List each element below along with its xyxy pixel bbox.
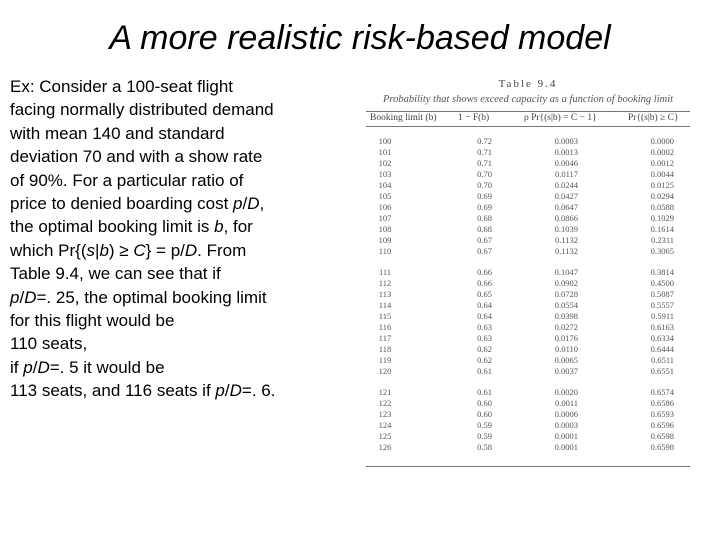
table-cell: 108	[378, 224, 392, 234]
table-cell: 0.0012	[650, 158, 674, 168]
table-cell: 0.0294	[650, 191, 674, 201]
table-row	[366, 180, 690, 191]
table-cell: 0.2311	[650, 235, 674, 245]
table-cell: 0.61	[477, 366, 492, 376]
table-cell: 0.60	[477, 409, 492, 419]
table-cell: 0.6551	[650, 366, 674, 376]
table-cell: 0.0244	[554, 180, 578, 190]
table-row	[366, 366, 690, 377]
table-cell: 125	[378, 431, 392, 441]
table-cell: 0.65	[477, 289, 492, 299]
table-cell: 0.64	[477, 311, 492, 321]
table-cell: 0.0044	[650, 169, 674, 179]
table-cell: 109	[378, 235, 392, 245]
table-row	[366, 420, 690, 431]
table-cell: 117	[378, 333, 392, 343]
table-cell: 0.6596	[650, 420, 674, 430]
table-row	[366, 213, 690, 224]
table-cell: 0.6444	[650, 344, 674, 354]
table-cell: 0.6593	[650, 409, 674, 419]
body-line: if p/D=. 5 it would be	[10, 357, 165, 377]
table-row	[366, 246, 690, 257]
table-row	[366, 267, 690, 278]
table-row	[366, 344, 690, 355]
table-bottom-rule	[366, 466, 690, 467]
table-cell: 101	[378, 147, 392, 157]
table-row	[366, 409, 690, 420]
table-cell: 0.6511	[650, 355, 674, 365]
table-cell: 0.66	[477, 267, 492, 277]
body-line: of 90%. For a particular ratio of	[10, 170, 244, 190]
table-row	[366, 333, 690, 344]
table-row	[366, 169, 690, 180]
table-cell: 0.1029	[650, 213, 674, 223]
table-cell: 122	[378, 398, 392, 408]
table-cell: 0.64	[477, 300, 492, 310]
table-cell: 0.6598	[650, 442, 674, 452]
table-cell: 0.0728	[554, 289, 578, 299]
table-cell: 0.1614	[650, 224, 674, 234]
table-cell: 0.0020	[554, 387, 578, 397]
table-row	[366, 136, 690, 147]
table-cell: 0.0000	[650, 136, 674, 146]
table-cell: 107	[378, 213, 392, 223]
table-cell: 0.0647	[554, 202, 578, 212]
table-cell: 126	[378, 442, 392, 452]
table-cell: 0.71	[477, 158, 492, 168]
table-row	[366, 224, 690, 235]
table-label: Table 9.4	[498, 78, 558, 90]
table-row	[366, 300, 690, 311]
table-cell: 0.1132	[554, 246, 578, 256]
table-row	[366, 431, 690, 442]
body-line: which Pr{(s|b) ≥ C} = p/D. From	[10, 240, 247, 260]
body-line: for this flight would be	[10, 311, 175, 331]
table-cell: 0.5557	[650, 300, 674, 310]
table-row	[366, 191, 690, 202]
table-cell: 0.70	[477, 169, 492, 179]
table-cell: 0.62	[477, 344, 492, 354]
table-cell: 118	[378, 344, 392, 354]
table-row	[366, 398, 690, 409]
table-cell: 0.67	[477, 246, 492, 256]
table-cell: 0.5087	[650, 289, 674, 299]
table-cell: 0.66	[477, 278, 492, 288]
table-cell: 103	[378, 169, 392, 179]
table-cell: 113	[378, 289, 392, 299]
table-cell: 123	[378, 409, 392, 419]
table-cell: 0.3065	[650, 246, 674, 256]
table-cell: 110	[378, 246, 392, 256]
table-cell: 0.1132	[554, 235, 578, 245]
table-cell: 120	[378, 366, 392, 376]
table-cell: 0.70	[477, 180, 492, 190]
table-cell: 111	[378, 267, 392, 277]
body-line: deviation 70 and with a show rate	[10, 147, 263, 167]
header-booking-limit: Booking limit (b)	[370, 113, 437, 123]
body-line: the optimal booking limit is b, for	[10, 217, 253, 237]
table-cell: 124	[378, 420, 392, 430]
table-cell: 0.0046	[554, 158, 578, 168]
table-row	[366, 147, 690, 158]
table-row	[366, 355, 690, 366]
body-line: price to denied boarding cost p/D,	[10, 194, 265, 214]
table-cell: 104	[378, 180, 392, 190]
table-cell: 0.0006	[554, 409, 578, 419]
table-cell: 0.3814	[650, 267, 674, 277]
table-cell: 121	[378, 387, 392, 397]
table-cell: 119	[378, 355, 392, 365]
table-cell: 0.0272	[554, 322, 578, 332]
table-cell: 116	[378, 322, 392, 332]
slide-title: A more realistic risk-based model	[109, 19, 611, 57]
table-cell: 114	[378, 300, 392, 310]
table-cell: 0.0866	[554, 213, 578, 223]
table-cell: 0.6334	[650, 333, 674, 343]
table-cell: 0.0001	[554, 431, 578, 441]
table-cell: 0.59	[477, 420, 492, 430]
body-line: Table 9.4, we can see that if	[10, 264, 221, 284]
table-cell: 0.63	[477, 333, 492, 343]
table-cell: 0.1047	[554, 267, 578, 277]
table-caption: Probability that shows exceed capacity as a function of booking limit	[382, 94, 674, 105]
table-cell: 0.68	[477, 224, 492, 234]
table-row	[366, 278, 690, 289]
table-cell: 0.0001	[554, 442, 578, 452]
table-cell: 105	[378, 191, 392, 201]
table-cell: 0.0588	[650, 202, 674, 212]
table-cell: 0.0554	[554, 300, 578, 310]
table-row	[366, 235, 690, 246]
body-line: 110 seats,	[10, 334, 88, 354]
body-text	[10, 75, 350, 403]
table-cell: 0.68	[477, 213, 492, 223]
table-cell: 0.0037	[554, 366, 578, 376]
table-row	[366, 289, 690, 300]
body-line: 113 seats, and 116 seats if p/D=. 6.	[10, 381, 276, 401]
table-cell: 0.0011	[554, 398, 578, 408]
table-cell: 0.6586	[650, 398, 674, 408]
table-cell: 0.60	[477, 398, 492, 408]
table-cell: 0.1039	[554, 224, 578, 234]
table-cell: 0.67	[477, 235, 492, 245]
body-line: facing normally distributed demand	[10, 100, 274, 120]
table-cell: 0.72	[477, 136, 492, 146]
table-cell: 102	[378, 158, 392, 168]
table-cell: 0.0003	[554, 136, 578, 146]
table-cell: 0.6598	[650, 431, 674, 441]
table-cell: 0.58	[477, 442, 492, 452]
table-cell: 0.0065	[554, 355, 578, 365]
table-row	[366, 322, 690, 333]
table-row	[366, 158, 690, 169]
table-header-rule	[366, 126, 690, 127]
table-top-rule	[366, 111, 690, 112]
table-cell: 0.5911	[650, 311, 674, 321]
header-pr-exceed: Pr{(s|b) ≥ C}	[628, 113, 679, 123]
table-cell: 0.69	[477, 202, 492, 212]
table-cell: 0.59	[477, 431, 492, 441]
body-line: p/D=. 25, the optimal booking limit	[10, 287, 267, 307]
table-row	[366, 311, 690, 322]
table-cell: 0.0003	[554, 420, 578, 430]
table-row	[366, 387, 690, 398]
table-cell: 0.0002	[650, 147, 674, 157]
table-cell: 0.6574	[650, 387, 674, 397]
table-cell: 0.6163	[650, 322, 674, 332]
header-rho-pr: ρ Pr{(s|b) = C − 1}	[524, 113, 597, 123]
table-cell: 0.0902	[554, 278, 578, 288]
table-cell: 0.4500	[650, 278, 674, 288]
table-cell: 0.0427	[554, 191, 578, 201]
table-cell: 0.0117	[554, 169, 578, 179]
body-line: Ex: Consider a 100-seat flight	[10, 77, 234, 96]
probability-table	[366, 70, 690, 468]
table-cell: 0.71	[477, 147, 492, 157]
table-cell: 115	[378, 311, 392, 321]
table-cell: 0.0176	[554, 333, 578, 343]
table-cell: 0.62	[477, 355, 492, 365]
table-cell: 0.0110	[554, 344, 578, 354]
table-row	[366, 202, 690, 213]
table-cell: 0.61	[477, 387, 492, 397]
body-line: with mean 140 and standard	[10, 123, 225, 143]
table-cell: 100	[378, 136, 392, 146]
table-cell: 106	[378, 202, 392, 212]
table-cell: 0.0398	[554, 311, 578, 321]
table-cell: 0.69	[477, 191, 492, 201]
table-cell: 0.0125	[650, 180, 674, 190]
table-cell: 0.0013	[554, 147, 578, 157]
table-cell: 0.63	[477, 322, 492, 332]
header-one-minus-f: 1 − F(b)	[458, 113, 490, 123]
table-row	[366, 442, 690, 453]
table-cell: 112	[378, 278, 392, 288]
